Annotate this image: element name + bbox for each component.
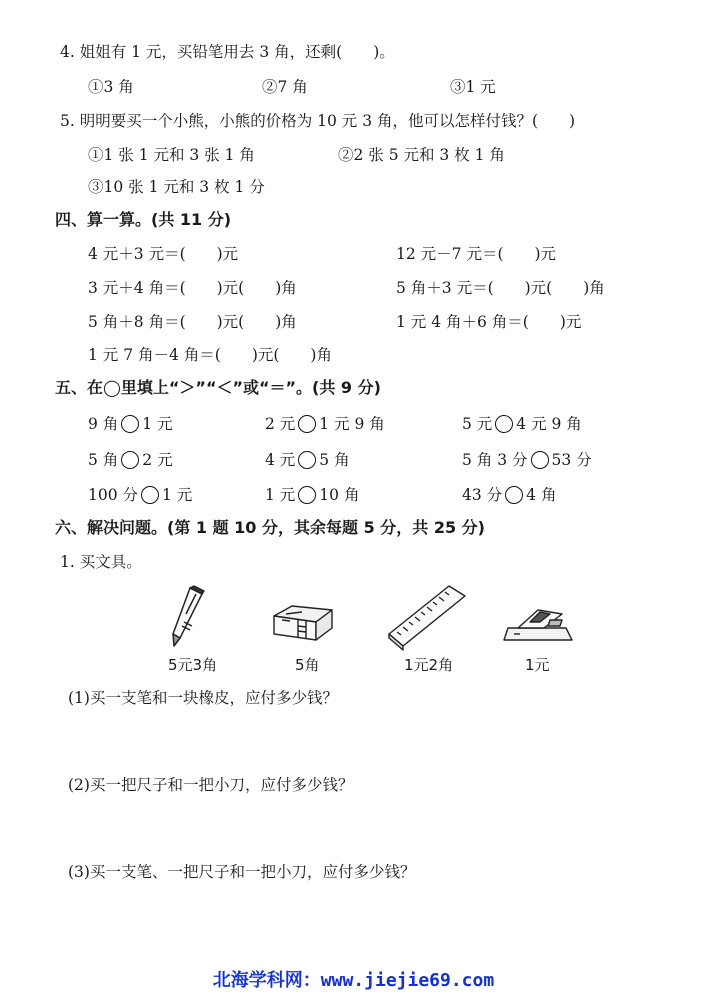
compare-circle[interactable] [298,415,316,433]
q5-option-3: ③10 张 1 元和 3 枚 1 分 [88,178,265,196]
part4-heading: 四、算一算。(共 11 分) [55,210,232,229]
compare-circle[interactable] [141,486,159,504]
compare-circle[interactable] [121,451,139,469]
subquestion-1: (1)买一支笔和一块橡皮，应付多少钱？ [68,689,338,707]
compare-item: 100 分 1 元 [88,486,193,504]
ruler-price: 1元2角 [404,656,454,674]
knife-price: 1元 [525,656,550,674]
compare-item: 5 元 4 元 9 角 [462,415,582,433]
q5-option-1: ①1 张 1 元和 3 张 1 角 [88,146,255,164]
compare-item: 5 角 3 分 53 分 [462,451,592,469]
knife-icon [500,606,576,648]
compare-circle[interactable] [298,486,316,504]
subquestion-3: (3)买一支笔、一把尺子和一把小刀，应付多少钱？ [68,863,416,881]
compare-circle[interactable] [531,451,549,469]
compare-circle[interactable] [121,415,139,433]
pen-icon [160,582,210,652]
subquestion-2: (2)买一把尺子和一把小刀，应付多少钱？ [68,776,354,794]
eraser-icon [268,600,338,646]
calc-item: 3 元＋4 角＝( )元( )角 [88,279,297,297]
calc-item: 5 角＋8 角＝( )元( )角 [88,313,297,331]
calc-item: 5 角＋3 元＝( )元( )角 [396,279,605,297]
part5-heading: 五、在◯里填上“＞”“＜”或“＝”。(共 9 分) [55,378,381,397]
calc-item: 4 元＋3 元＝( )元 [88,245,239,263]
compare-item: 43 分 4 角 [462,486,557,504]
calc-item: 1 元 7 角－4 角＝( )元( )角 [88,346,332,364]
eraser-price: 5角 [295,656,320,674]
pen-price: 5元3角 [168,656,218,674]
compare-item: 9 角 1 元 [88,415,173,433]
compare-circle[interactable] [505,486,523,504]
compare-item: 2 元 1 元 9 角 [265,415,385,433]
ruler-icon [383,582,471,652]
part6-heading: 六、解决问题。(第 1 题 10 分，其余每题 5 分，共 25 分) [55,518,485,537]
footer-watermark: 北海学科网：www.jiejie69.com [212,970,495,991]
q4-option-2: ②7 角 [262,78,308,96]
q4-option-1: ①3 角 [88,78,134,96]
compare-circle[interactable] [298,451,316,469]
q4-option-3: ③1 元 [450,78,496,96]
q5-option-2: ②2 张 5 元和 3 枚 1 角 [338,146,505,164]
q1-title: 1. 买文具。 [60,553,142,571]
compare-item: 4 元 5 角 [265,451,350,469]
calc-item: 12 元－7 元＝( )元 [396,245,557,263]
question-5-stem: 5. 明明要买一个小熊，小熊的价格为 10 元 3 角，他可以怎样付钱？( ) [60,112,576,130]
compare-item: 1 元 10 角 [265,486,360,504]
compare-circle[interactable] [495,415,513,433]
question-4-stem: 4. 姐姐有 1 元，买铅笔用去 3 角，还剩( )。 [60,43,395,61]
calc-item: 1 元 4 角＋6 角＝( )元 [396,313,582,331]
compare-item: 5 角 2 元 [88,451,173,469]
